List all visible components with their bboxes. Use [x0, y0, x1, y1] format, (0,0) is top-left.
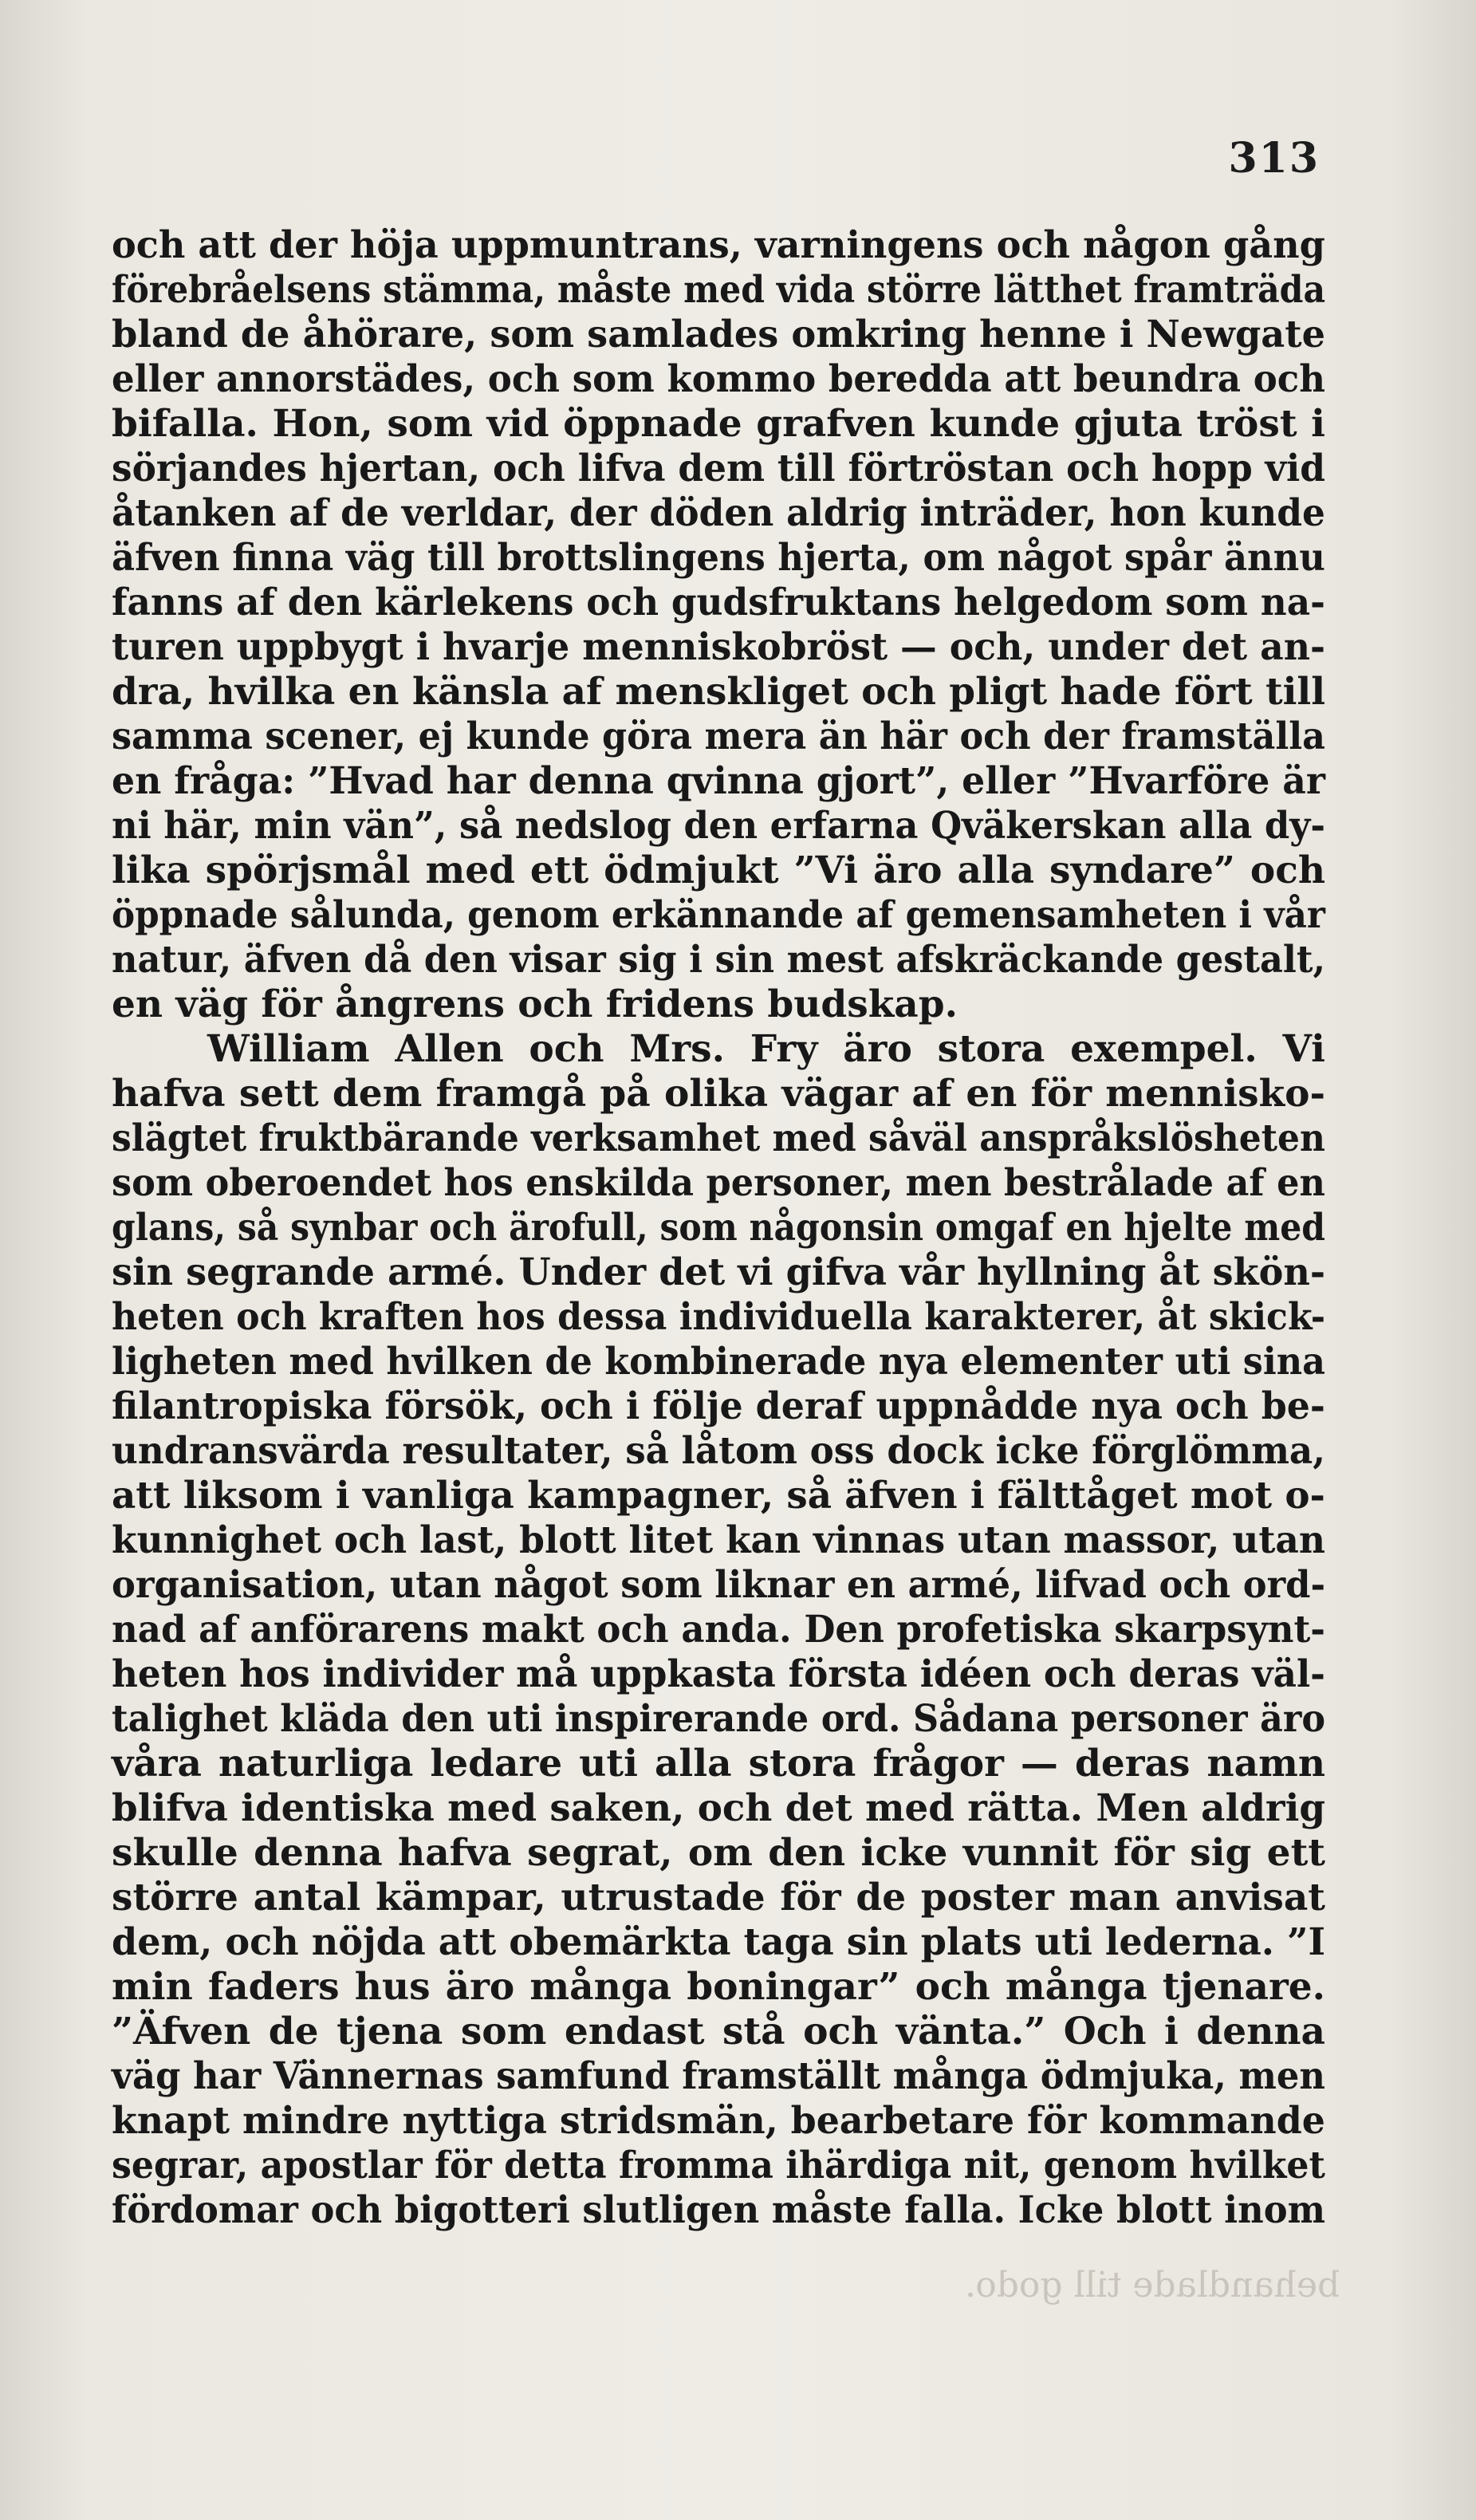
text-line: William Allen och Mrs. Fry äro stora exempel. Vi [207, 1027, 1325, 1071]
text-line: lika spörjsmål med ett ödmjukt ”Vi äro alla syndare” och [112, 849, 1325, 892]
text-line: filantropiska försök, och i följe deraf uppnådde nya och be- [112, 1384, 1325, 1428]
text-line: ni här, min vän”, så nedslog den erfarna Qväkerskan alla dy- [112, 804, 1325, 848]
text-line: heten och kraften hos dessa individuella karakterer, åt skick- [112, 1295, 1326, 1339]
text-line: att liksom i vanliga kampagner, så äfven i fälttåget mot o- [112, 1474, 1325, 1518]
text-line: äfven finna väg till brottslingens hjerta, om något spår ännu [112, 536, 1325, 580]
text-line: kunnighet och last, blott litet kan vinnas utan massor, utan [112, 1518, 1325, 1562]
text-line: turen uppbygt i hvarje menniskobröst — och, under det an- [112, 625, 1325, 669]
text-line: sörjandes hjertan, och lifva dem till förtröstan och hopp vid [112, 447, 1325, 490]
text-line: bland de åhörare, som samlades omkring henne i Newgate [112, 313, 1326, 356]
text-line: dra, hvilka en känsla af menskliget och pligt hade fört till [112, 670, 1326, 714]
text-line: segrar, apostlar för detta fromma ihärdiga nit, genom hvilket [112, 2144, 1325, 2187]
text-line: fördomar och bigotteri slutligen måste falla. Icke blott inom [112, 2188, 1325, 2232]
text-line: öppnade sålunda, genom erkännande af gemensamheten i vår [112, 893, 1325, 937]
text-line: nad af anförarens makt och anda. Den profetiska skarpsynt- [112, 1608, 1326, 1652]
text-line: talighet kläda den uti inspirerande ord. Sådana personer äro [112, 1697, 1326, 1741]
text-line: som oberoendet hos enskilda personer, men bestrålade af en [112, 1161, 1325, 1205]
text-line: knapt mindre nyttiga stridsmän, bearbetare för kommande [112, 2099, 1325, 2143]
text-line: slägtet fruktbärande verksamhet med såväl anspråkslösheten [112, 1116, 1325, 1160]
text-line: natur, äfven då den visar sig i sin mest afskräckande gestalt, [112, 938, 1326, 982]
text-line: min faders hus äro många boningar” och många tjenare. [112, 1965, 1325, 2009]
text-line: heten hos individer må uppkasta första idéen och deras väl- [112, 1652, 1325, 1696]
page-number: 313 [1228, 134, 1320, 183]
text-line: skulle denna hafva segrat, om den icke vunnit för sig ett [112, 1831, 1325, 1875]
text-line: våra naturliga ledare uti alla stora frågor — deras namn [112, 1742, 1325, 1786]
text-line: åtanken af de verldar, der döden aldrig inträder, hon kunde [112, 491, 1325, 535]
text-line: en fråga: ”Hvad har denna qvinna gjort”, eller ”Hvarföre är [112, 759, 1325, 803]
text-line: bifalla. Hon, som vid öppnade grafven kunde gjuta tröst i [112, 402, 1325, 446]
text-line: dem, och nöjda att obemärkta taga sin plats uti lederna. ”I [112, 1920, 1326, 1964]
text-line: och att der höja uppmuntrans, varningens och någon gång [112, 223, 1325, 267]
text-line: organisation, utan något som liknar en armé, lifvad och ord- [112, 1563, 1326, 1607]
text-line: blifva identiska med saken, och det med rätta. Men aldrig [112, 1786, 1326, 1830]
text-line: väg har Vännernas samfund framställt många ödmjuka, men [112, 2054, 1325, 2098]
bleed-through-text: behandlade till godo. [965, 2265, 1340, 2305]
text-line: samma scener, ej kunde göra mera än här och der framställa [112, 715, 1326, 758]
text-line: eller annorstädes, och som kommo beredda att beundra och [112, 357, 1325, 401]
body-text [112, 223, 1325, 2233]
text-line: glans, så synbar och ärofull, som någonsin omgaf en hjelte med [112, 1206, 1325, 1250]
text-line: sin segrande armé. Under det vi gifva vår hyllning åt skön- [112, 1250, 1326, 1294]
text-line: undransvärda resultater, så låtom oss dock icke förglömma, [112, 1429, 1325, 1473]
text-line: större antal kämpar, utrustade för de poster man anvisat [112, 1876, 1325, 1920]
text-line: hafva sett dem framgå på olika vägar af en för mennisko- [112, 1072, 1325, 1116]
text-line: fanns af den kärlekens och gudsfruktans helgedom som na- [112, 581, 1325, 624]
text-line: en väg för ångrens och fridens budskap. [112, 982, 958, 1026]
text-line: ligheten med hvilken de kombinerade nya elementer uti sina [112, 1340, 1325, 1384]
text-line: förebråelsens stämma, måste med vida större lätthet framträda [112, 268, 1326, 312]
text-line: ”Äfven de tjena som endast stå och vänta.” Och i denna [112, 2010, 1325, 2053]
